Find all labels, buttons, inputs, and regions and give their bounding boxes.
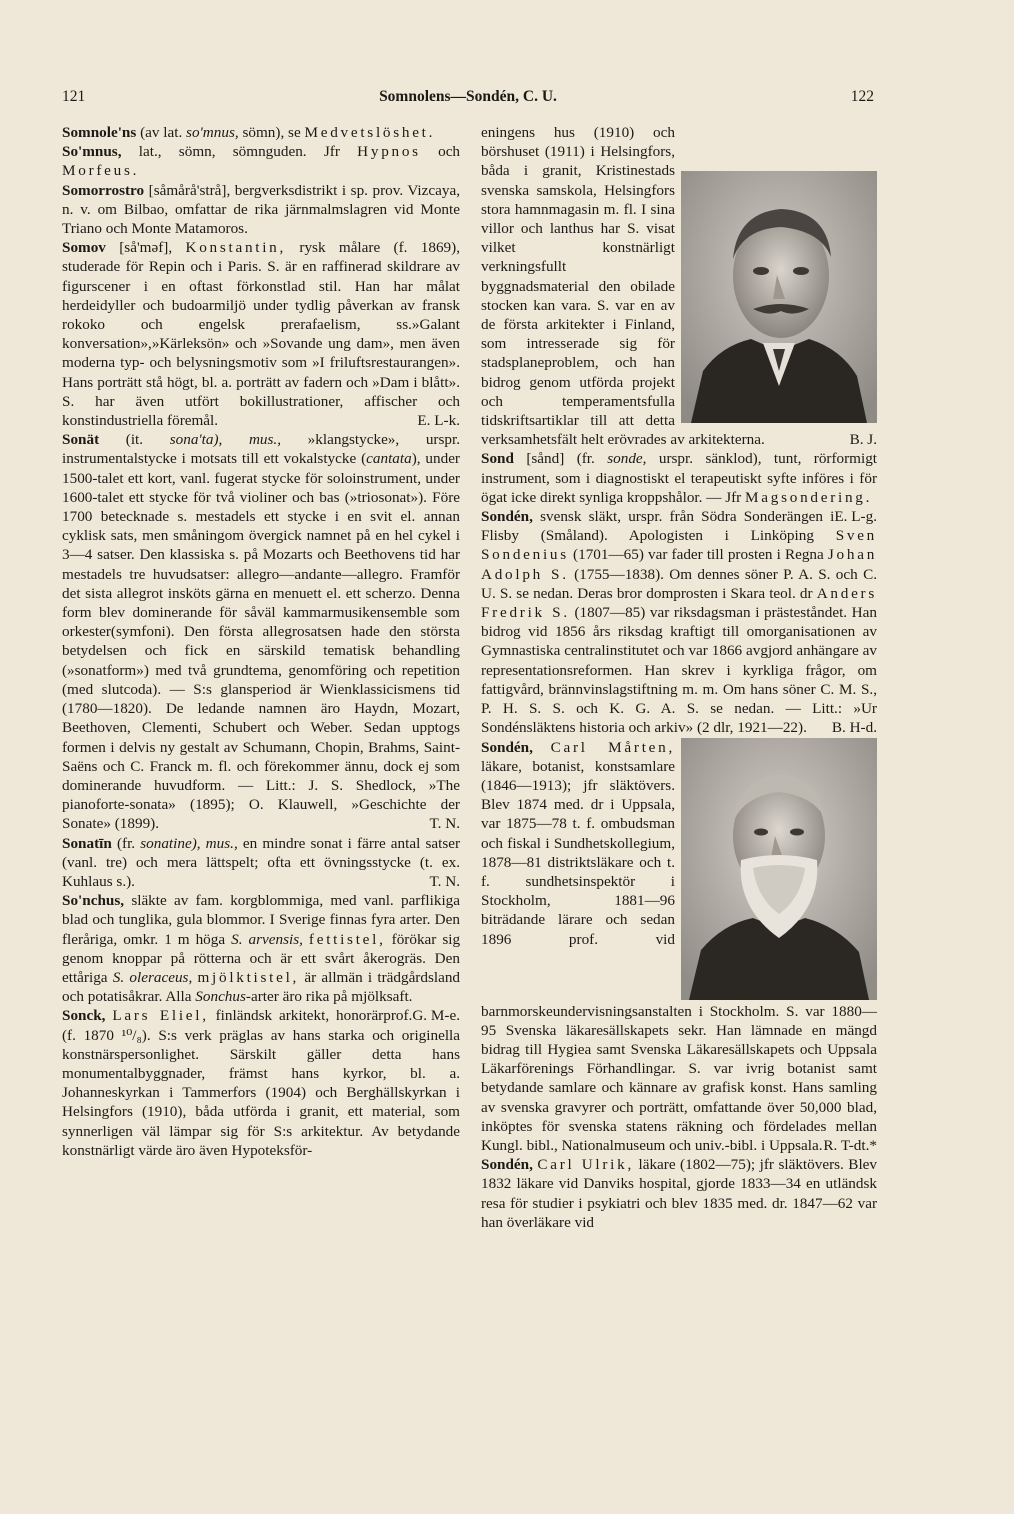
running-title: Somnolens—Sondén, C. U. [379,88,557,105]
entry-somov: Somov [så'məf], Konstantin, rysk målare (f. 1869), studerade för Repin och i Paris. S. är en raffinerad skildrare av figurscener i en oftast förkonstlad stil. Han har målat herdeidyller och budoarmiljö under tydlig påverkan av fransk rokoko och engelsk prerafaelism, ss.»Galant konversation»,»Kärleksön» och »Sovande ung dam», men även moderna typ- och belysningsmotiv som »I friluftsrestaurangen». Hans porträtt stå högt, bl. a. porträtt av fadern och »Dam i blått». S. har även utfört bokillustrationer, affischer och konstindustriella föremål. E. L-k. [62,239,461,430]
portrait-sonden-image [681,738,877,1000]
signature: B. J. [849,431,877,449]
page-number-right: 122 [850,88,874,105]
entry-sonck-continued: eningens hus (1910) och börshuset (1911) i Helsingfors, båda i granit, Kristinestads svenska samskola, Helsingfors stora hamnmagasin m. fl. I sina villor och lanthus har S. visat vilket konstnärligt verkningsfullt byggnadsmaterial den obilade stocken kan vara. S. var en av de första arkitekter i Finland, som intresserade sig för stadsplaneproblem, och han bidrog genom utförda projekt och temperamentsfulla tidskriftsartiklar till att detta verksamhetsfält helt erövrades av arkitekterna. B. J. [481,124,877,449]
right-column [481,123,877,1232]
page-number-left: 121 [62,88,86,105]
left-column [62,123,460,1160]
entry-somnus: So'mnus, lat., sömn, sömnguden. Jfr Hypnos och Morfeus. [62,143,461,180]
running-header [62,88,874,112]
entry-sonatin: Sonatīn (fr. sonatine), mus., en mindre sonat i färre antal satser (vanl. tre) och mera lättspelt; ofta ett övningsstycke (t. ex. Kuhlaus s.). T. N. [62,834,461,890]
entry-somnolens: Somnole'ns (av lat. so'mnus, sömn), se Medvetslöshet. [62,124,436,141]
entry-sond: Sond [sånd] (fr. sonde, urspr. sänklod), tunt, rörformigt instrument, som i diagnostiskt el terapeutiskt syfte införes i för ögat icke direkt synliga kroppshålor. — Jfr Magsondering. E. L-g. [481,450,878,526]
signature: T. N. [429,872,460,890]
signature: B. H-d. [831,719,877,737]
entry-sonden-carl-marten: Sondén, Carl Mårten, läkare, botanist, konstsamlare (1846—1913); jfr släktövers. Blev 1874 med. dr i Uppsala, var 1875—78 t. f. ombudsman och fiskal i Sundhetskollegium, 1878—81 distriktsläkare och t. f. sundhetsinspektör i Stockholm, 1881—96 biträdande lärare och sedan 1896 prof. vid barnmorskeundervisningsanstalten i Stockholm. S. var 1880—95 Svenska läkaresällskapets sekr. Han lämnade en mängd bidrag till Hygiea samt Svenska Läkaresällskapets och Uppsala Läkarförenings Förhandlingar. S. var ivrig botanist samt betydande samlare och kännare av grafisk konst. Hans samling av svenska gravyrer och porträtt, omfattande över 50,000 blad, inköptes för svenska statens räkning och fördelades mellan Kungl. bibl., Nationalmuseum och univ.-bibl. i Uppsala. R. T-dt.* [481,738,877,1154]
entry-sonck: Sonck, Lars Eliel, finländsk arkitekt, honorärprof. (f. 1870 ¹⁰/₈). S:s verk präglas av hans starka och originella konstnärspersonlighet. Särskilt gäller detta hans monumentalbyggnader, främst hans kyrkor, bl. a. Johanneskyrkan i Tammerfors (1904) och Berghällskyrkan i Helsingfors (1910), båda utförda i granit, ett material, som synnerligen väl lämpar sig för S:s arkitektur. Av betydande konstnärligt värde äro även Hypoteksför- [62,1007,460,1159]
entry-somorrostro: Somorrostro [såmårå'strå], bergverksdistrikt i sp. prov. Vizcaya, n. v. om Bilbao, omfattar de rika järnmalmslagren vid Monte Triano och Monte Matamoros. [62,181,461,238]
entry-sonden-carl-ulrik: Sondén, Carl Ulrik, läkare (1802—75); jfr släktövers. Blev 1832 läkare vid Danviks hospital, gjorde 1833—34 en utländsk resa för studier i psykiatri och blev 1835 med. dr. 1847—62 var han överläkare vid [481,1156,877,1231]
signature: E. L-g. [834,508,877,526]
signature: R. T-dt.* [823,1136,877,1154]
signature: E. L-k. [417,412,460,430]
entry-sonchus: So'nchus, släkte av fam. korgblommiga, med vanl. parflikiga blad och tunglika, gula blommor. I Sverige finnas fyra arter. Den fleråriga, omkr. 1 m höga S. arvensis, fettistel, förökar sig genom knoppar på rötterna och är ett svårt åkerogräs. Den ettåriga S. oleraceus, mjölktistel, är allmän i trädgårdsland och potatisåkrar. Alla Sonchus-arter äro rika på mjölksaft. G. M-e. [62,892,461,1025]
portrait-photo-sonck [681,171,877,423]
portrait-sonck-image [681,171,877,423]
signature: T. N. [429,815,460,833]
entry-sonat: Sonät (it. sona'ta), mus., »klangstycke», urspr. instrumentalstycke i motsats till ett vokalstycke (cantata), under 1500-talet ett kort, vanl. fugerat stycke för soloinstrument, under 1600-talet ett stycke för två violiner och bas (»triosonat»). Före 1700 betecknade s. mestadels ett stycke i en svit el. annan cyklisk sats, men småningom övergick namnet på en hel cykel i 3—4 satser. Den klassiska s. på Mozarts och Beethovens tid har mestadels tre huvudsatser: allegro—andante—allegro. Framför det sista allegrot insköts gärna en menuett el. ett scherzo. Denna form blev dominerande för såväl kammarmusikensemble som orkester(symfoni). Den första allegrosatsen hade den största betydelsen och fick en särskild tematisk behandling (»sonatform») med två grundtema, genomföring och repetition (med slutcoda). — S:s glansperiod är Wienklassicismens tid (1780—1820). De ledande namnen äro Haydn, Mozart, Beethoven, Clementi, Schubert och Weber. Sedan upptogs formen i delvis ny gestalt av Schumann, Chopin, Brahms, Saint-Saëns och C. Franck m. fl. och förekommer ännu, dock ej som dominerande huvudform. — Litt.: J. S. Shedlock, »The pianoforte-sonata» (1895); O. Klauwell, »Geschichte der Sonate» (1899). T. N. [62,431,461,833]
signature: G. M-e. [412,1007,460,1025]
portrait-photo-sonden [681,738,877,1000]
entry-sonden-family: Sondén, svensk släkt, urspr. från Södra Sonderängen i Flisby (Småland). Apologisten i Linköping Sven Sondenius (1701—65) var fader till prosten i Regna Johan Adolph S. (1755—1838). Om dennes söner P. A. S. och C. U. S. se nedan. Deras bror domprosten i Skara teol. dr Anders Fredrik S. (1807—85) var riksdagsman i prästeståndet. Han bidrog vid 1856 års riksdag kraftigt till omorganisationen av Gymnastiska centralinstitutet och var 1866 avgjord anhängare av representationsreformen. Han skrev i kyrkliga frågor, om fattigvård, brännvinslagstiftning m. m. Om hans söner C. M. S., P. H. S. S. och K. G. A. S. se nedan. — Litt.: »Ur Sondénsläktens historia och arkiv» (2 dlr, 1921—22). B. H-d. [481,508,878,737]
